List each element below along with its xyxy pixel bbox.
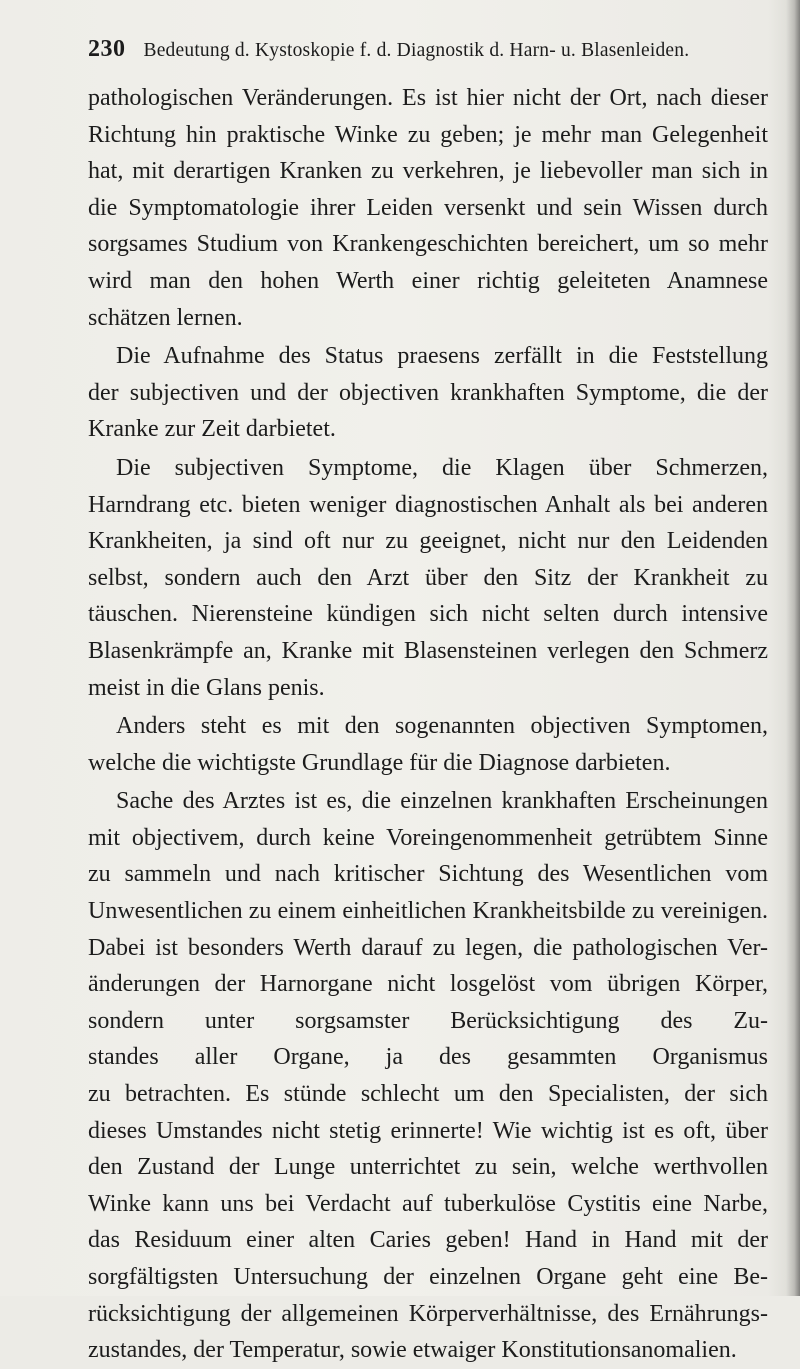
text-line: hat, mit derartigen Kranken zu verkehren, je liebevoller man sich in	[88, 158, 768, 185]
paragraph-3	[88, 450, 768, 706]
paragraph-5	[88, 783, 768, 1369]
text-line: dieses Umstandes nicht stetig erinnerte! Wie wichtig ist es oft, über	[88, 1117, 768, 1144]
text-line: Dabei ist besonders Werth darauf zu legen, die pathologischen Ver-	[88, 934, 768, 961]
paragraph-4	[88, 708, 768, 781]
text-line: zu betrachten. Es stünde schlecht um den Specialisten, der sich	[88, 1081, 768, 1108]
body-text	[88, 80, 768, 1369]
text-line: sorgfältigsten Untersuchung der einzelnen Organe geht eine Be-	[88, 1264, 768, 1290]
text-line: Die Aufnahme des Status praesens zerfällt in die Feststellung	[116, 343, 768, 370]
text-line: meist in die Glans penis.	[88, 674, 325, 701]
text-line: der subjectiven und der objectiven krankhaften Symptome, die der	[88, 379, 768, 406]
text-line: pathologischen Veränderungen. Es ist hier nicht der Ort, nach dieser	[88, 85, 768, 111]
text-line: den Zustand der Lunge unterrichtet zu sein, welche werthvollen	[88, 1154, 768, 1181]
text-line: Anders steht es mit den sogenannten objectiven Symptomen,	[116, 713, 768, 740]
text-line: Richtung hin praktische Winke zu geben; je mehr man Gelegenheit	[88, 121, 768, 148]
text-line: wird man den hohen Werth einer richtig geleiteten Anamnese	[88, 267, 768, 294]
paragraph-2	[88, 338, 768, 448]
text-line: mit objectivem, durch keine Voreingenommenheit getrübtem Sinne	[88, 824, 768, 851]
page-number: 230	[88, 36, 126, 62]
page-edge-shadow	[786, 0, 800, 1296]
text-line: sondern unter sorgsamster Berücksichtigung des Zu-	[88, 1007, 768, 1034]
text-line: sorgsames Studium von Krankengeschichten bereichert, um so mehr	[88, 231, 768, 258]
paragraph-1	[88, 80, 768, 336]
text-line: Unwesentlichen zu einem einheitlichen Krankheitsbilde zu vereinigen.	[88, 898, 768, 925]
text-line: welche die wichtigste Grundlage für die Diagnose darbieten.	[88, 749, 671, 776]
text-line: änderungen der Harnorgane nicht losgelöst vom übrigen Körper,	[88, 971, 768, 998]
text-line: standes aller Organe, ja des gesammten Organismus	[88, 1044, 768, 1071]
text-line: schätzen lernen.	[88, 304, 243, 331]
running-head: Bedeutung d. Kystoskopie f. d. Diagnostik d. Harn- u. Blasenleiden.	[143, 40, 690, 61]
text-line: Blasenkrämpfe an, Kranke mit Blasensteinen verlegen den Schmerz	[88, 637, 768, 664]
page-header	[88, 36, 768, 63]
text-line: Kranke zur Zeit darbietet.	[88, 416, 336, 443]
text-line: die Symptomatologie ihrer Leiden versenkt und sein Wissen durch	[88, 194, 768, 221]
text-line: täuschen. Nierensteine kündigen sich nicht selten durch intensive	[88, 601, 768, 628]
text-line: Winke kann uns bei Verdacht auf tuberkulöse Cystitis eine Narbe,	[88, 1190, 768, 1217]
text-line: zustandes, der Temperatur, sowie etwaiger Konstitutionsanomalien.	[88, 1337, 737, 1364]
text-line: zu sammeln und nach kritischer Sichtung des Wesentlichen vom	[88, 861, 768, 888]
text-line: rücksichtigung der allgemeinen Körperverhältnisse, des Ernährungs-	[88, 1300, 768, 1327]
text-line: Die subjectiven Symptome, die Klagen über Schmerzen,	[116, 454, 768, 481]
text-line: Harndrang etc. bieten weniger diagnostischen Anhalt als bei anderen	[88, 491, 768, 518]
text-line: Sache des Arztes ist es, die einzelnen krankhaften Erscheinungen	[116, 788, 768, 815]
text-line: Krankheiten, ja sind oft nur zu geeignet, nicht nur den Leidenden	[88, 528, 768, 555]
text-line: das Residuum einer alten Caries geben! Hand in Hand mit der	[88, 1227, 768, 1254]
text-line: selbst, sondern auch den Arzt über den Sitz der Krankheit zu	[88, 564, 768, 591]
